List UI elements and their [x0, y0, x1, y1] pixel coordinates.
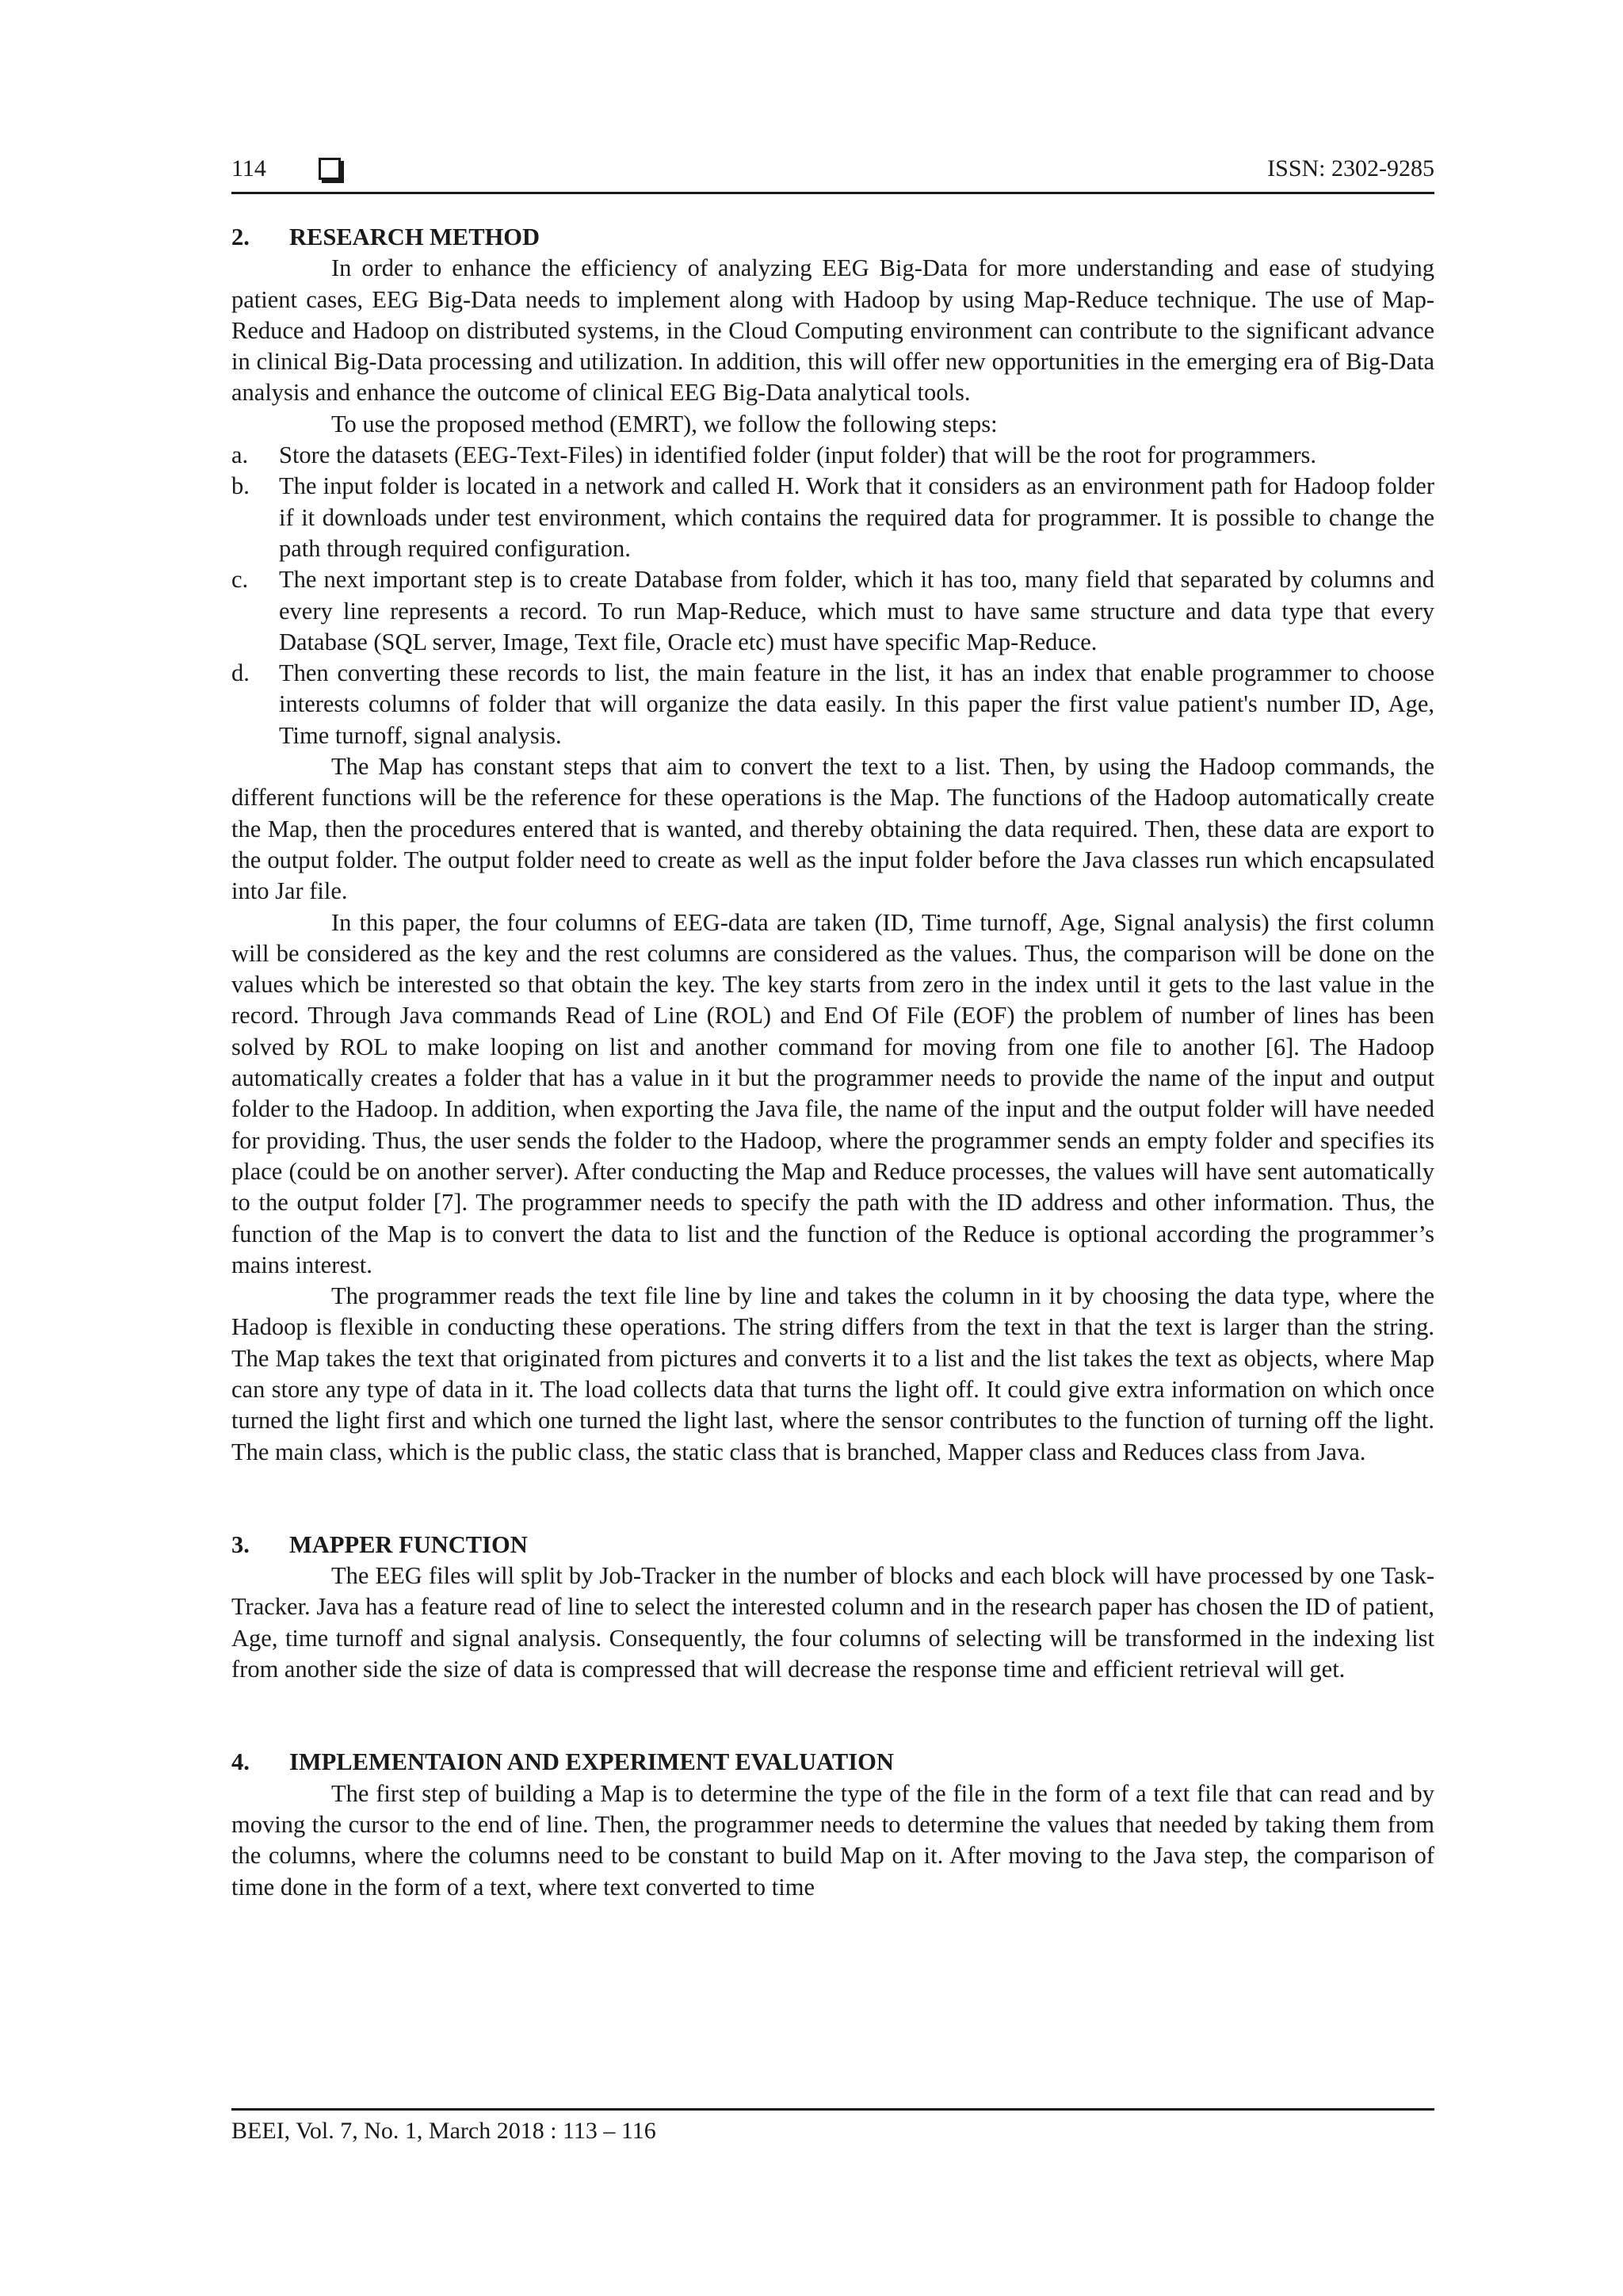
page-number: 114 — [231, 155, 266, 181]
section-heading-research-method — [231, 222, 1434, 253]
section-number: 4. — [231, 1748, 250, 1776]
hollow-square-icon — [319, 158, 341, 180]
running-footer — [231, 2108, 1434, 2147]
body-text — [231, 222, 1434, 1903]
footer-rule — [231, 2108, 1434, 2111]
section-spacer — [231, 1468, 1434, 1530]
steps-list — [231, 440, 1434, 751]
list-item — [231, 440, 1434, 471]
list-marker: d. — [231, 659, 250, 687]
list-item — [231, 564, 1434, 658]
section-number: 3. — [231, 1530, 250, 1558]
list-item-text: The input folder is located in a network and called H. Work that it considers as an environment path for Hadoop folder if it downloads under test environment, which contains the required data for programmer. It is possible to change the path through required configuration. — [279, 472, 1434, 562]
footer-citation: BEEI, Vol. 7, No. 1, March 2018 : 113 – 116 — [231, 2118, 656, 2144]
section-spacer — [231, 1685, 1434, 1747]
section-heading-implementation — [231, 1747, 1434, 1778]
paragraph: In order to enhance the efficiency of analyzing EEG Big-Data for more understanding and ease of studying patient cases, EEG Big-Data needs to implement along with Hadoop by using Map-Reduce technique. The use of Map-Reduce and Hadoop on distributed systems, in the Cloud Computing environment can contribute to the significant advance in clinical Big-Data processing and utilization. In addition, this will offer new opportunities in the emerging era of Big-Data analysis and enhance the outcome of clinical EEG Big-Data analytical tools. — [231, 254, 1434, 407]
list-marker: b. — [231, 472, 250, 500]
paragraph: The EEG files will split by Job-Tracker in the number of blocks and each block will have processed by one Task-Tracker. Java has a feature read of line to select the interested column and in the research paper has chosen the ID of patient, Age, time turnoff and signal analysis. Consequently, the four columns of selecting will be transformed in the indexing list from another side the size of data is compressed that will decrease the response time and efficient retrieval will get. — [231, 1562, 1434, 1683]
paragraph: The programmer reads the text file line by line and takes the column in it by choosing the data type, where the Hadoop is flexible in conducting these operations. The string differs from the text in that the text is larger than the string. The Map takes the text that originated from pictures and converts it to a list and the list takes the text as objects, where Map can store any type of data in it. The load collects data that turns the light off. It could give extra information on which once turned the light first and which one turned the light last, where the sensor contributes to the function of turning off the light. The main class, which is the public class, the static class that is branched, Mapper class and Reduces class from Java. — [231, 1282, 1434, 1465]
section-number: 2. — [231, 223, 250, 250]
paragraph: In this paper, the four columns of EEG-data are taken (ID, Time turnoff, Age, Signal analysis) the first column will be considered as the key and the rest columns are considered as the values. Thus, the comparison will be done on the values which be interested so that obtain the key. The key starts from zero in the index until it gets to the last value in the record. Through Java commands Read of Line (ROL) and End Of File (EOF) the problem of number of lines has been solved by ROL to make looping on list and another command for moving from one file to another [6]. The Hadoop automatically creates a folder that has a value in it but the programmer needs to provide the name of the input and output folder to the Hadoop. In addition, when exporting the Java file, the name of the input and the output folder will have needed for providing. Thus, the user sends the folder to the Hadoop, where the programmer sends an empty folder and specifies its place (could be on another server). After conducting the Map and Reduce processes, the values will have sent automatically to the output folder [7]. The programmer needs to specify the path with the ID address and other information. Thus, the function of the Map is to convert the data to list and the function of the Reduce is optional according the programmer’s mains interest. — [231, 908, 1434, 1278]
header-rule — [231, 192, 1434, 194]
list-item-text: Then converting these records to list, the main feature in the list, it has an index that enable programmer to choose interests columns of folder that will organize the data easily. In this paper the first value patient's number ID, Age, Time turnoff, signal analysis. — [279, 659, 1434, 749]
list-item — [231, 658, 1434, 751]
section-heading-mapper-function — [231, 1530, 1434, 1561]
paragraph: The Map has constant steps that aim to convert the text to a list. Then, by using the Hadoop commands, the different functions will be the reference for these operations is the Map. The functions of the Hadoop automatically create the Map, then the procedures entered that is wanted, and thereby obtaining the data required. Then, these data are export to the output folder. The output folder need to create as well as the input folder before the Java classes run which encapsulated into Jar file. — [231, 753, 1434, 905]
paragraph: To use the proposed method (EMRT), we follow the following steps: — [331, 410, 998, 437]
running-header — [231, 149, 1434, 189]
list-marker: a. — [231, 441, 249, 469]
list-item — [231, 471, 1434, 564]
paragraph: The first step of building a Map is to determine the type of the file in the form of a text file that can read and by moving the cursor to the end of line. Then, the programmer needs to determine the values that needed by taking them from the columns, where the columns need to be constant to build Map on it. After moving to the Java step, the comparison of time done in the form of a text, where text converted to time — [231, 1779, 1434, 1901]
list-item-text: Store the datasets (EEG-Text-Files) in identified folder (input folder) that will be the root for programmers. — [279, 441, 1316, 469]
page — [231, 149, 1434, 1901]
section-title: IMPLEMENTAION AND EXPERIMENT EVALUATION — [289, 1748, 894, 1776]
section-title: MAPPER FUNCTION — [289, 1530, 528, 1558]
list-marker: c. — [231, 566, 249, 594]
list-item-text: The next important step is to create Database from folder, which it has too, many field that separated by columns and every line represents a record. To run Map-Reduce, which must to have same structure and data type that every Database (SQL server, Image, Text file, Oracle etc) must have specific Map-Reduce. — [279, 566, 1434, 655]
section-title: RESEARCH METHOD — [289, 223, 540, 250]
issn-label: ISSN: 2302-9285 — [1267, 155, 1434, 181]
